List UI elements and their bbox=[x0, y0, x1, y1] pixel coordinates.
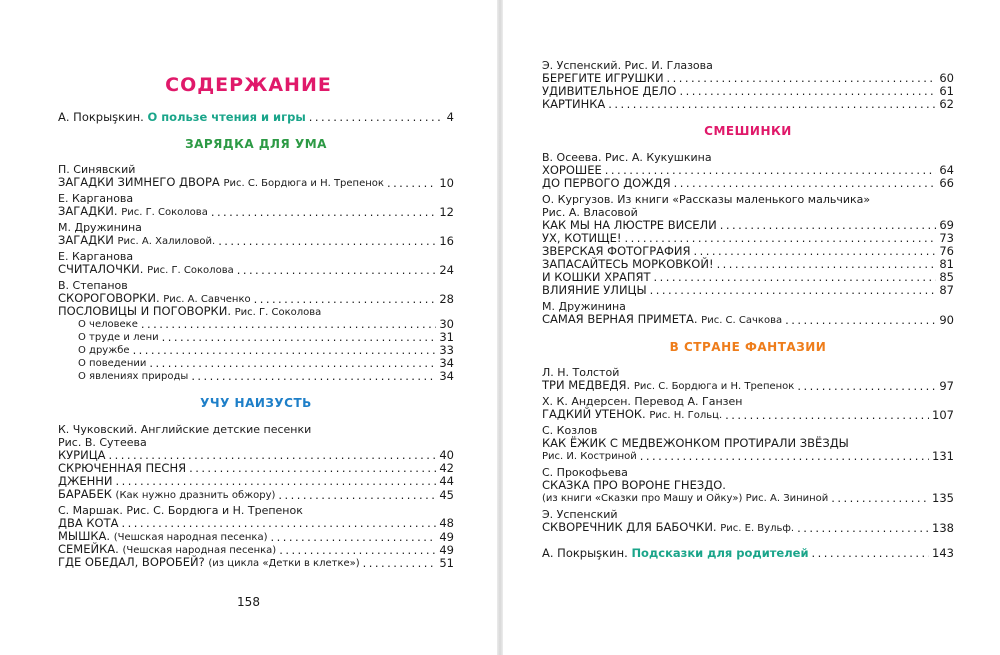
toc-entry[interactable] bbox=[58, 111, 454, 124]
section-heading: УЧУ НАИЗУСТЬ bbox=[200, 396, 312, 410]
leader-dots bbox=[667, 72, 937, 85]
entry-title: УДИВИТЕЛЬНОЕ ДЕЛО bbox=[542, 84, 677, 98]
entry-title: СКВОРЕЧНИК ДЛЯ БАБОЧКИ. bbox=[542, 520, 717, 534]
entry-author: О. Кургузов. Из книги «Рассказы маленького мальчика» bbox=[542, 193, 871, 206]
entry-illustrator: Рис. А. Зининой bbox=[745, 493, 829, 504]
toc-entry[interactable] bbox=[542, 313, 954, 327]
entry-title: ТРИ МЕДВЕДЯ. bbox=[542, 378, 631, 392]
page-ref: 81 bbox=[939, 257, 954, 271]
page-ref: 64 bbox=[939, 163, 954, 177]
entry-author: Е. Карганова bbox=[58, 250, 134, 263]
toc-entry[interactable] bbox=[542, 98, 954, 111]
entry-title: ХОРОШЕЕ bbox=[542, 163, 602, 177]
entry-title: О дружбе bbox=[78, 345, 130, 356]
entry-author: В. Степанов bbox=[58, 279, 128, 292]
entry-title: О пользе чтения и игры bbox=[147, 110, 306, 124]
entry-title: ЗАГАДКИ. bbox=[58, 204, 118, 218]
leader-dots bbox=[797, 380, 936, 393]
entry-illustrator: Рис. А. Власовой bbox=[542, 206, 638, 219]
page-number: 158 bbox=[237, 595, 260, 609]
page-ref: 40 bbox=[439, 448, 454, 462]
entry-note: (Как нужно дразнить обжору) bbox=[115, 490, 276, 501]
entry-title: СКАЗКА ПРО ВОРОНЕ ГНЕЗДО. bbox=[542, 478, 726, 492]
page-ref: 87 bbox=[939, 283, 954, 297]
toc-entry[interactable] bbox=[542, 492, 954, 505]
entry-note: Рис. С. Бордюга и Н. Трепенок bbox=[633, 381, 795, 392]
page-ref: 76 bbox=[939, 244, 954, 258]
entry-note: Рис. Г. Соколова bbox=[147, 265, 234, 276]
leader-dots bbox=[141, 318, 437, 331]
toc-subentry[interactable] bbox=[58, 331, 454, 344]
entry-title: СЕМЕЙКА. bbox=[58, 542, 119, 556]
entry-author: П. Синявский bbox=[58, 163, 136, 176]
entry-author: Х. К. Андерсен. Перевод А. Ганзен bbox=[542, 395, 743, 408]
entry-author: Э. Успенский. Рис. И. Глазова bbox=[542, 59, 713, 72]
entry-note: (из цикла «Детки в клетке») bbox=[208, 558, 360, 569]
entry-author: Е. Карганова bbox=[58, 192, 134, 205]
left-page bbox=[0, 0, 497, 655]
page-ref: 49 bbox=[439, 530, 454, 544]
entry-note: Рис. А. Халиловой. bbox=[117, 236, 216, 247]
entry-note: Рис. С. Бордюга и Н. Трепенок bbox=[223, 178, 384, 189]
page-ref: 62 bbox=[939, 97, 954, 111]
page-ref: 42 bbox=[439, 461, 454, 475]
entry-title: ГАДКИЙ УТЕНОК. bbox=[542, 407, 646, 421]
leader-dots bbox=[797, 522, 929, 535]
entry-title: О труде и лени bbox=[78, 332, 159, 343]
page-ref: 51 bbox=[439, 556, 454, 570]
entry-title: БЕРЕГИТЕ ИГРУШКИ bbox=[542, 71, 664, 85]
entry-title: СКОРОГОВОРКИ. bbox=[58, 291, 160, 305]
leader-dots bbox=[191, 370, 436, 383]
toc-entry[interactable] bbox=[58, 488, 454, 502]
leader-dots bbox=[237, 264, 437, 277]
leader-dots bbox=[278, 489, 436, 502]
toc-entry[interactable] bbox=[542, 177, 954, 190]
leader-dots bbox=[720, 219, 937, 232]
page-ref: 12 bbox=[439, 205, 454, 219]
entry-title: ГДЕ ОБЕДАЛ, ВОРОБЕЙ? bbox=[58, 555, 205, 569]
entry-note: Рис. А. Савченко bbox=[163, 294, 251, 305]
entry-note: Рис. С. Сачкова bbox=[701, 315, 783, 326]
toc-entry[interactable] bbox=[58, 176, 454, 190]
toc-entry[interactable] bbox=[542, 521, 954, 535]
page-ref: 33 bbox=[439, 343, 454, 357]
entry-author: Л. Н. Толстой bbox=[542, 366, 620, 379]
entry-author: А. Покрыşкин. bbox=[542, 546, 628, 560]
leader-dots bbox=[725, 409, 929, 422]
toc-entry[interactable] bbox=[58, 462, 454, 475]
leader-dots bbox=[640, 450, 929, 463]
entry-note: Рис. Г. Соколова bbox=[234, 307, 322, 318]
page-ref: 31 bbox=[439, 330, 454, 344]
entry-note: Рис. Е. Вульф. bbox=[720, 523, 795, 534]
leader-dots bbox=[812, 547, 930, 560]
page-ref: 61 bbox=[939, 84, 954, 98]
toc-entry[interactable] bbox=[58, 475, 454, 488]
entry-title: ДО ПЕРВОГО ДОЖДЯ bbox=[542, 176, 671, 190]
entry-title: ДЖЕННИ bbox=[58, 474, 113, 488]
entry-title: УХ, КОТИЩЕ! bbox=[542, 231, 622, 245]
leader-dots bbox=[680, 85, 937, 98]
leader-dots bbox=[654, 271, 937, 284]
toc-subentry[interactable] bbox=[58, 318, 454, 331]
page-ref: 4 bbox=[446, 110, 454, 124]
entry-title: МЫШКА. bbox=[58, 529, 111, 543]
entry-author: В. Осеева. Рис. А. Кукушкина bbox=[542, 151, 712, 164]
leader-dots bbox=[162, 331, 437, 344]
leader-dots bbox=[211, 206, 437, 219]
section-heading: СМЕШИНКИ bbox=[704, 124, 792, 138]
toc-entry[interactable] bbox=[542, 547, 954, 560]
page-ref: 66 bbox=[939, 176, 954, 190]
entry-title: ЗВЕРСКАЯ ФОТОГРАФИЯ bbox=[542, 244, 691, 258]
leader-dots bbox=[387, 177, 436, 190]
entry-note: Рис. Г. Соколова bbox=[121, 207, 208, 218]
leader-dots bbox=[133, 344, 437, 357]
leader-dots bbox=[694, 245, 937, 258]
entry-author: С. Прокофьева bbox=[542, 466, 628, 479]
toc-entry[interactable] bbox=[542, 284, 954, 297]
page-ref: 69 bbox=[939, 218, 954, 232]
leader-dots bbox=[116, 475, 437, 488]
toc-group-heading bbox=[58, 305, 454, 319]
toc-entry[interactable] bbox=[58, 263, 454, 277]
page-ref: 34 bbox=[439, 369, 454, 383]
page-ref: 60 bbox=[939, 71, 954, 85]
page-ref: 45 bbox=[439, 488, 454, 502]
page-ref: 49 bbox=[439, 543, 454, 557]
entry-note: (из книги «Сказки про Машу и Ойку») bbox=[542, 493, 743, 504]
leader-dots bbox=[717, 258, 937, 271]
entry-title: КУРИЦА bbox=[58, 448, 106, 462]
entry-title: ДВА КОТА bbox=[58, 516, 119, 530]
entry-title: САМАЯ ВЕРНАЯ ПРИМЕТА. bbox=[542, 312, 698, 326]
page-ref: 34 bbox=[439, 356, 454, 370]
right-page bbox=[503, 0, 1000, 655]
toc-entry[interactable] bbox=[542, 379, 954, 393]
page-ref: 16 bbox=[439, 234, 454, 248]
entry-title: ЗАГАДКИ ЗИМНЕГО ДВОРА bbox=[58, 175, 220, 189]
page-ref: 30 bbox=[439, 317, 454, 331]
entry-title: ВЛИЯНИЕ УЛИЦЫ bbox=[542, 283, 647, 297]
leader-dots bbox=[218, 235, 436, 248]
toc-subentry[interactable] bbox=[58, 370, 454, 383]
entry-title: О человеке bbox=[78, 319, 138, 330]
leader-dots bbox=[309, 111, 444, 124]
toc-entry[interactable] bbox=[58, 205, 454, 219]
entry-author: А. Покрыşкин. bbox=[58, 110, 144, 124]
page-ref: 90 bbox=[939, 313, 954, 327]
page-ref: 44 bbox=[439, 474, 454, 488]
entry-title: Подсказки для родителей bbox=[631, 546, 809, 560]
entry-title: КАК МЫ НА ЛЮСТРЕ ВИСЕЛИ bbox=[542, 218, 717, 232]
page-ref: 73 bbox=[939, 231, 954, 245]
toc-entry[interactable] bbox=[58, 517, 454, 530]
entry-title: И КОШКИ ХРАПЯТ bbox=[542, 270, 651, 284]
page-ref: 143 bbox=[932, 546, 954, 560]
entry-illustrator: Рис. В. Сутеева bbox=[58, 436, 147, 449]
section-heading: В СТРАНЕ ФАНТАЗИИ bbox=[669, 340, 827, 354]
leader-dots bbox=[785, 314, 936, 327]
toc-entry[interactable] bbox=[542, 408, 954, 422]
toc-subentry[interactable] bbox=[58, 344, 454, 357]
entry-title: ПОСЛОВИЦЫ И ПОГОВОРКИ. bbox=[58, 304, 231, 318]
entry-title: СЧИТАЛОЧКИ. bbox=[58, 262, 144, 276]
entry-note: (Чешская народная песенка) bbox=[113, 532, 268, 543]
leader-dots bbox=[831, 492, 929, 505]
entry-title: ЗАГАДКИ bbox=[58, 233, 114, 247]
entry-author: С. Козлов bbox=[542, 424, 598, 437]
entry-title: СКРЮЧЕННАЯ ПЕСНЯ bbox=[58, 461, 187, 475]
page-ref: 135 bbox=[932, 491, 954, 505]
entry-author: М. Дружинина bbox=[58, 221, 142, 234]
leader-dots bbox=[189, 462, 436, 475]
entry-title: О поведении bbox=[78, 358, 147, 369]
leader-dots bbox=[122, 517, 437, 530]
contents-title: СОДЕРЖАНИЕ bbox=[165, 74, 332, 96]
toc-entry[interactable] bbox=[542, 450, 954, 463]
page-ref: 10 bbox=[439, 176, 454, 190]
entry-note: Рис. И. Костриной bbox=[542, 451, 637, 462]
entry-author: М. Дружинина bbox=[542, 300, 626, 313]
page-ref: 107 bbox=[932, 408, 954, 422]
toc-entry-title[interactable] bbox=[542, 479, 954, 492]
toc-entry-title[interactable] bbox=[542, 437, 954, 450]
page-ref: 24 bbox=[439, 263, 454, 277]
page-ref: 138 bbox=[932, 521, 954, 535]
page-ref: 131 bbox=[932, 449, 954, 463]
leader-dots bbox=[608, 98, 936, 111]
page-ref: 48 bbox=[439, 516, 454, 530]
entry-note: (Чешская народная песенка) bbox=[122, 545, 277, 556]
leader-dots bbox=[363, 557, 437, 570]
toc-entry[interactable] bbox=[58, 556, 454, 570]
toc-entry[interactable] bbox=[58, 234, 454, 248]
entry-title: КАРТИНКА bbox=[542, 97, 606, 111]
section-heading: ЗАРЯДКА ДЛЯ УМА bbox=[185, 137, 327, 151]
toc-subentry[interactable] bbox=[58, 357, 454, 370]
entry-author: Э. Успенский bbox=[542, 508, 618, 521]
entry-title: БАРАБЕК bbox=[58, 487, 112, 501]
entry-title: ЗАПАСАЙТЕСЬ МОРКОВКОЙ! bbox=[542, 257, 714, 271]
leader-dots bbox=[674, 177, 937, 190]
entry-author: С. Маршак. Рис. С. Бордюга и Н. Трепенок bbox=[58, 504, 303, 517]
entry-title: КАК ЁЖИК С МЕДВЕЖОНКОМ ПРОТИРАЛИ ЗВЁЗДЫ bbox=[542, 436, 849, 450]
entry-note: Рис. Н. Гольц. bbox=[649, 410, 723, 421]
entry-author: К. Чуковский. Английские детские песенки bbox=[58, 423, 312, 436]
leader-dots bbox=[650, 284, 937, 297]
page-ref: 28 bbox=[439, 292, 454, 306]
page-ref: 85 bbox=[939, 270, 954, 284]
entry-title: О явлениях природы bbox=[78, 371, 189, 382]
page-ref: 97 bbox=[939, 379, 954, 393]
leader-dots bbox=[149, 357, 436, 370]
